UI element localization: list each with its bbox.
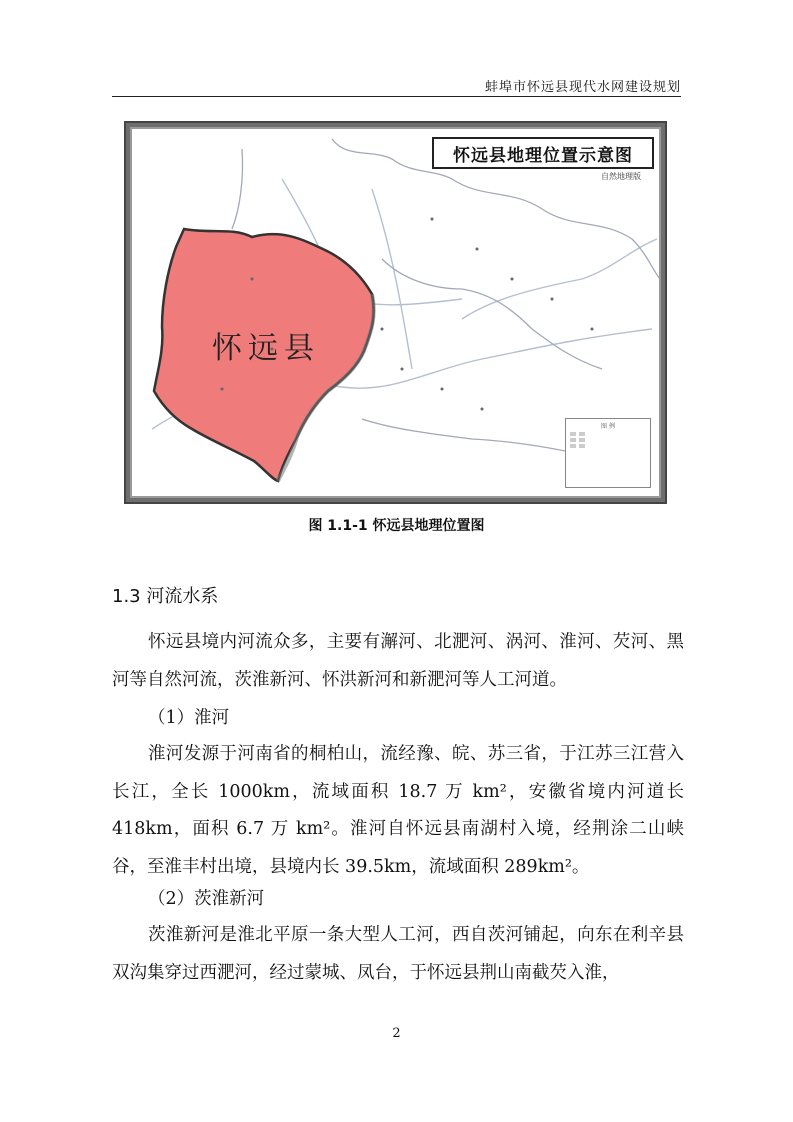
map-title: 怀远县地理位置示意图 — [432, 137, 654, 169]
map-legend — [565, 418, 651, 488]
county-label: 怀远县 — [212, 331, 320, 366]
legend-title: 图 例 — [601, 423, 615, 430]
figure-caption: 图 1.1-1 怀远县地理位置图 — [308, 518, 485, 534]
header-divider — [112, 96, 681, 97]
paragraph-rivers-overview: 怀远县境内河流众多，主要有澥河、北淝河、涡河、淮河、芡河、黑河等自然河流，茨淮新河、怀洪新河和新淝河等人工河道。 — [112, 632, 684, 690]
section-heading: 1.3 河流水系 — [112, 586, 219, 607]
header-title: 蚌埠市怀远县现代水网建设规划 — [484, 80, 681, 95]
map-figure — [124, 121, 667, 504]
paragraph-cihuai-new-river: 茨淮新河是淮北平原一条大型人工河，西自茨河铺起，向东在利辛县双沟集穿过西淝河，经过蒙城、凤台，于怀远县荆山南截芡入淮， — [112, 925, 684, 983]
legend-row — [570, 432, 646, 436]
map-canvas — [130, 127, 661, 498]
legend-row — [570, 444, 646, 448]
legend-row — [570, 438, 646, 442]
subheading-huai-river: （1）淮河 — [148, 708, 230, 728]
subheading-cihuai-new-river: （2）茨淮新河 — [148, 889, 265, 909]
paragraph-huai-river: 淮河发源于河南省的桐柏山，流经豫、皖、苏三省，于江苏三江营入长江，全长 1000km，流域面积 18.7 万 km²，安徽省境内河道长 418km，面积 6.7 万 km²。淮河自怀远县南湖村入境，经荆涂二山峡谷，至淮丰村出境，县境内长 39.5km，流域面积 289km²。 — [112, 744, 684, 877]
page-number: 2 — [392, 1026, 401, 1041]
map-subtitle: 自然地理版 — [601, 172, 641, 181]
